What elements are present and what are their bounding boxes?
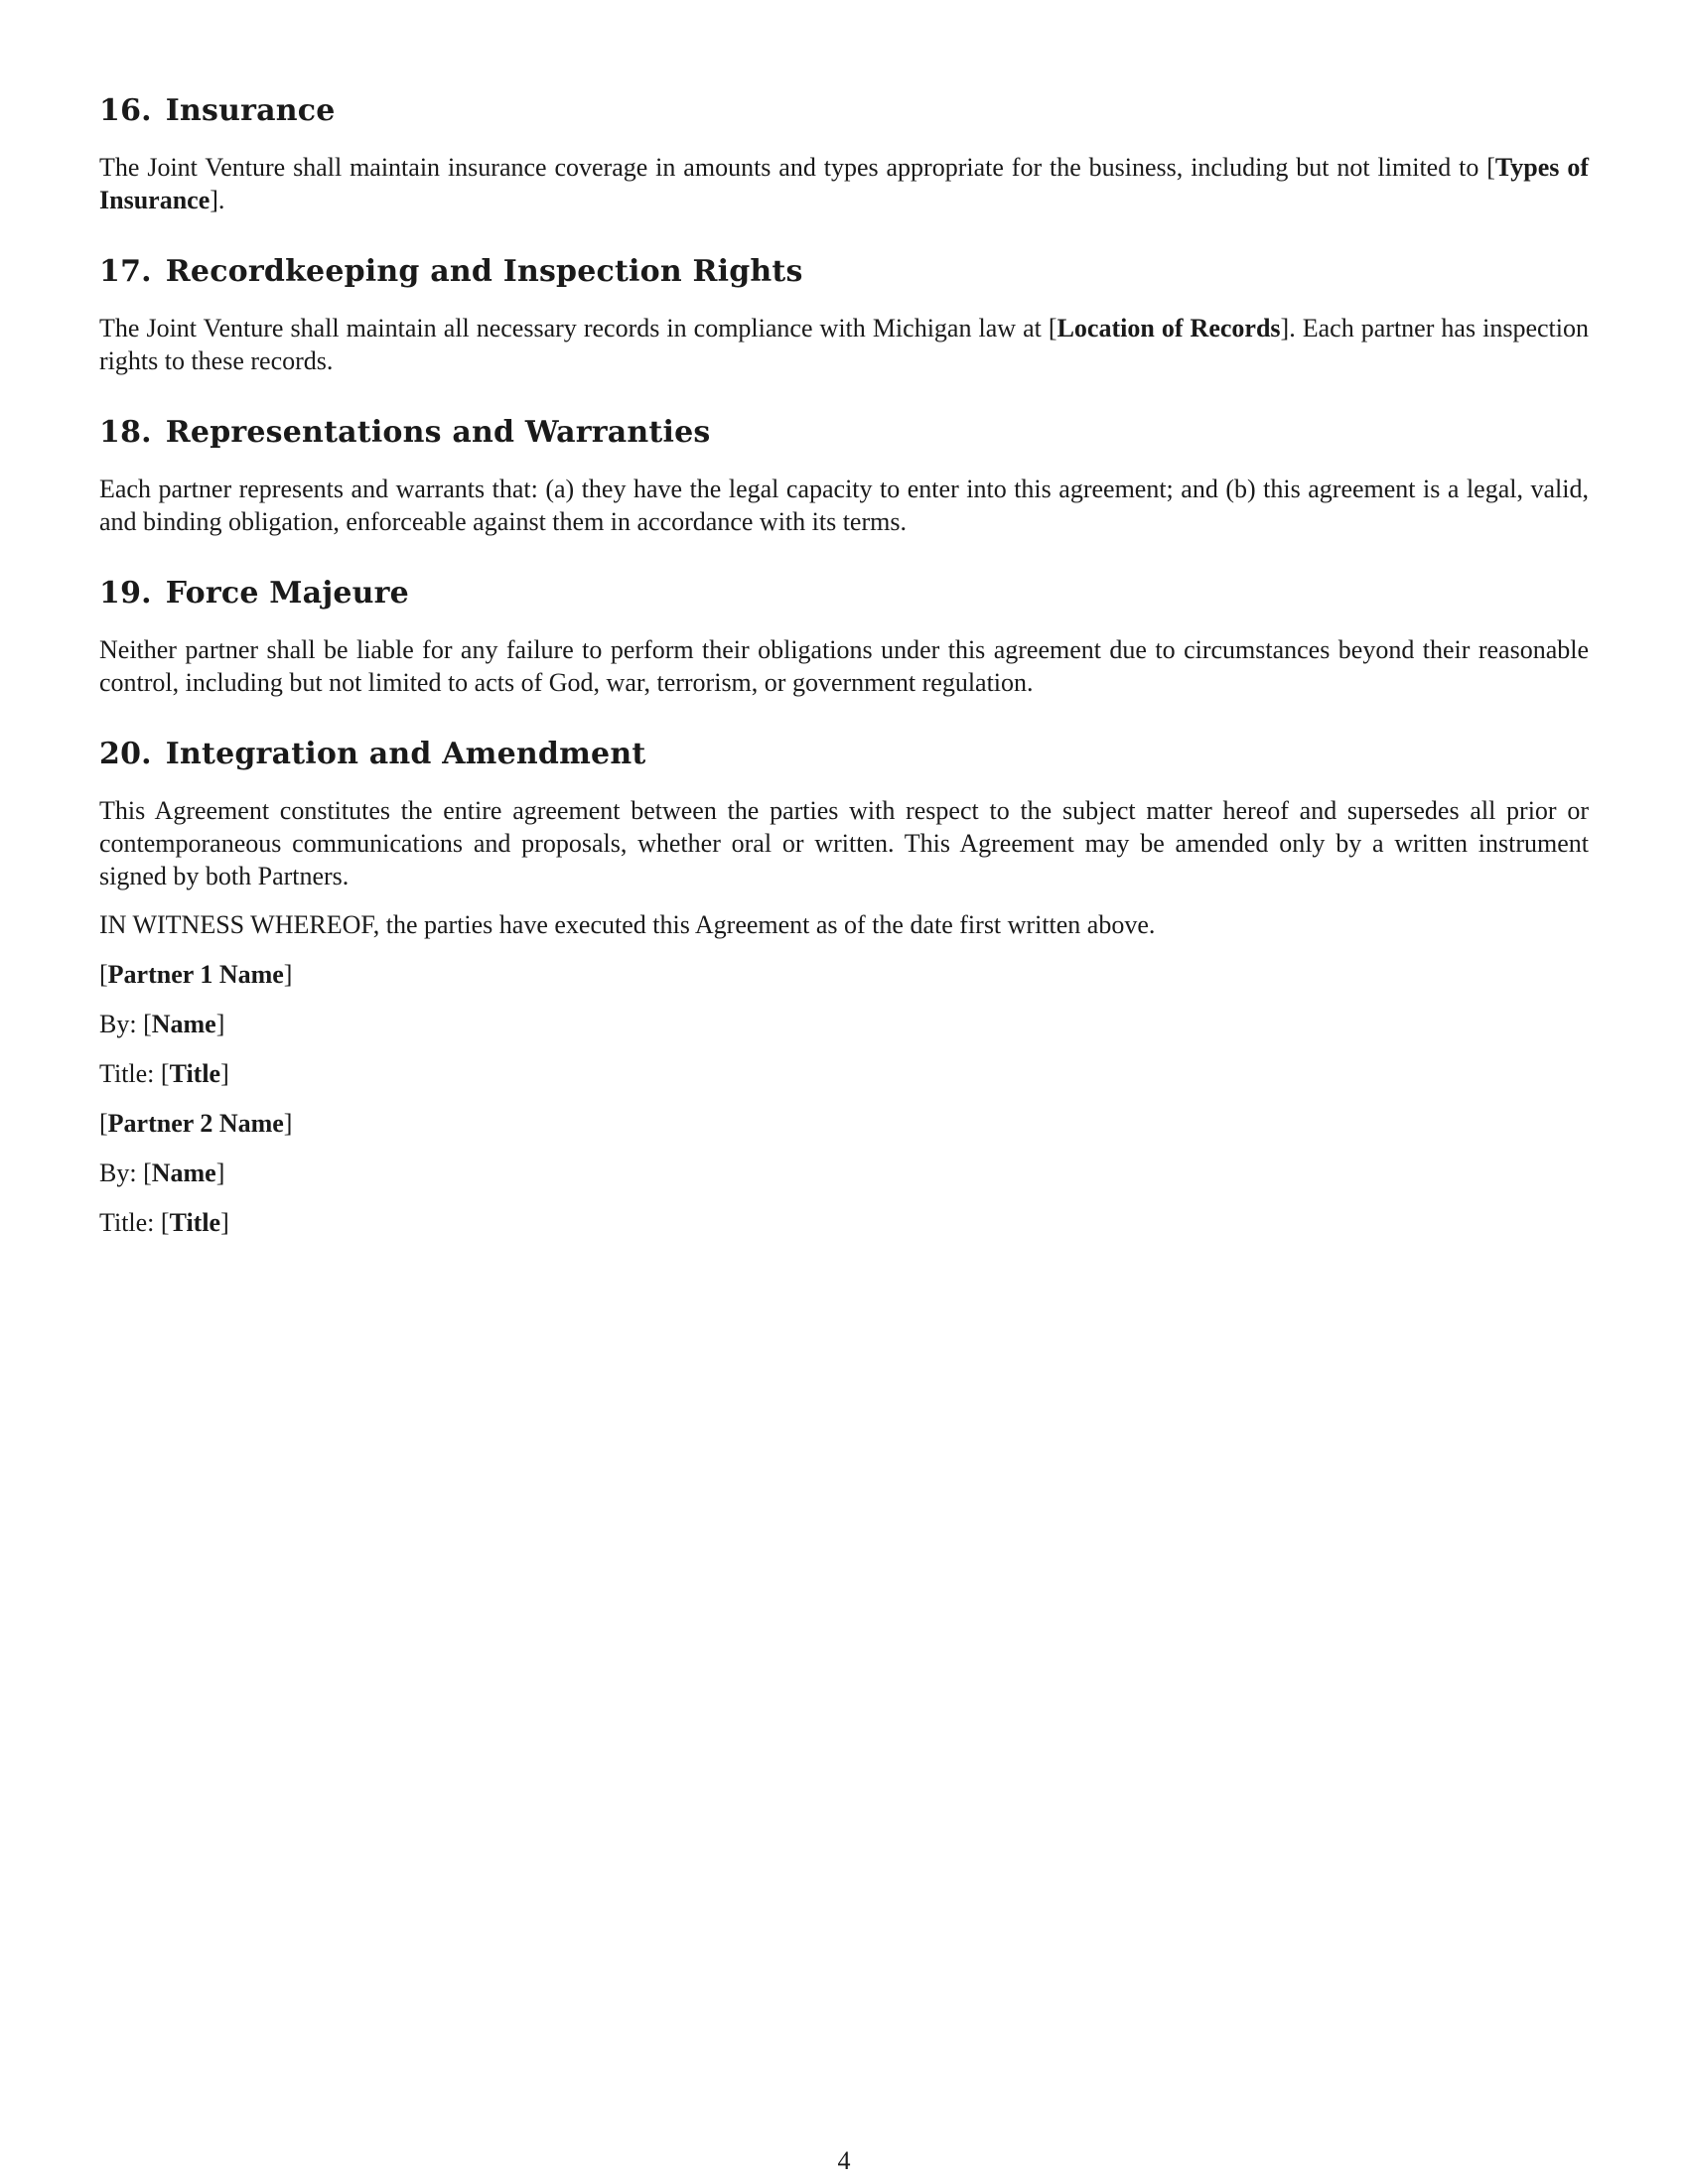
section-body: Neither partner shall be liable for any failure to perform their obligations under this agreement due to circumstances beyond their reasonable control, including but not limited to acts of God, war, terrorism, or government regulation. [99,635,1589,697]
partner-1-name: [Partner 1 Name] [99,960,293,989]
section-title: Integration and Amendment [165,737,646,771]
section-force-majeure [99,574,1589,699]
section-integration [99,735,1589,892]
title-value: Title [169,1059,221,1088]
section-heading [99,735,1589,774]
section-body [99,312,1589,377]
section-number: 19. [99,576,152,611]
title-value: Title [169,1208,221,1237]
page-number: 4 [837,2146,851,2175]
section-heading [99,91,1589,131]
section-number: 18. [99,415,152,450]
partner-1-title: Title: [Title] [99,1059,229,1088]
section-heading [99,252,1589,292]
signature-block [99,958,1589,1239]
document-page [99,91,1589,1256]
section-insurance [99,91,1589,216]
body-text: The Joint Venture shall maintain insurance coverage in amounts and types appropriate for the business, including but not limited to [ [99,153,1495,182]
section-number: 17. [99,254,152,289]
witness-clause: IN WITNESS WHEREOF, the parties have executed this Agreement as of the date first written above. [99,910,1156,939]
by-label: By: [99,1159,137,1187]
section-heading [99,413,1589,453]
title-label: Title: [99,1059,155,1088]
section-recordkeeping [99,252,1589,377]
partner-2-name: [Partner 2 Name] [99,1109,293,1138]
by-value: Name [151,1010,216,1038]
by-value: Name [151,1159,216,1187]
partner-2-name-value: Partner 2 Name [107,1109,284,1138]
section-title: Representations and Warranties [165,415,711,450]
section-heading [99,574,1589,614]
section-representations [99,413,1589,538]
title-label: Title: [99,1208,155,1237]
body-text: ]. [210,186,225,214]
body-text: ]. Each partner has inspection rights to these records. [99,314,1589,375]
section-title: Recordkeeping and Inspection Rights [165,254,803,289]
partner-1-name-value: Partner 1 Name [107,960,284,989]
section-title: Force Majeure [165,576,409,611]
partner-2-by: By: [Name] [99,1159,225,1187]
section-number: 16. [99,93,152,128]
section-body: This Agreement constitutes the entire agreement between the parties with respect to the subject matter hereof and supersedes all prior or contemporaneous communications and proposals, whether oral or written. This Agreement may be amended only by a written instrument signed by both Partners. [99,796,1589,890]
section-title: Insurance [165,93,336,128]
partner-2-title: Title: [Title] [99,1208,229,1237]
placeholder-field: Types of Insurance [99,153,1589,214]
section-number: 20. [99,737,152,771]
by-label: By: [99,1010,137,1038]
section-body: Each partner represents and warrants that: (a) they have the legal capacity to enter into this agreement; and (b) this agreement is a legal, valid, and binding obligation, enforceable against them in accordance with its terms. [99,475,1589,536]
body-text: The Joint Venture shall maintain all necessary records in compliance with Michigan law at [ [99,314,1057,342]
section-body [99,151,1589,216]
partner-1-by: By: [Name] [99,1010,225,1038]
placeholder-field: Location of Records [1056,314,1281,342]
